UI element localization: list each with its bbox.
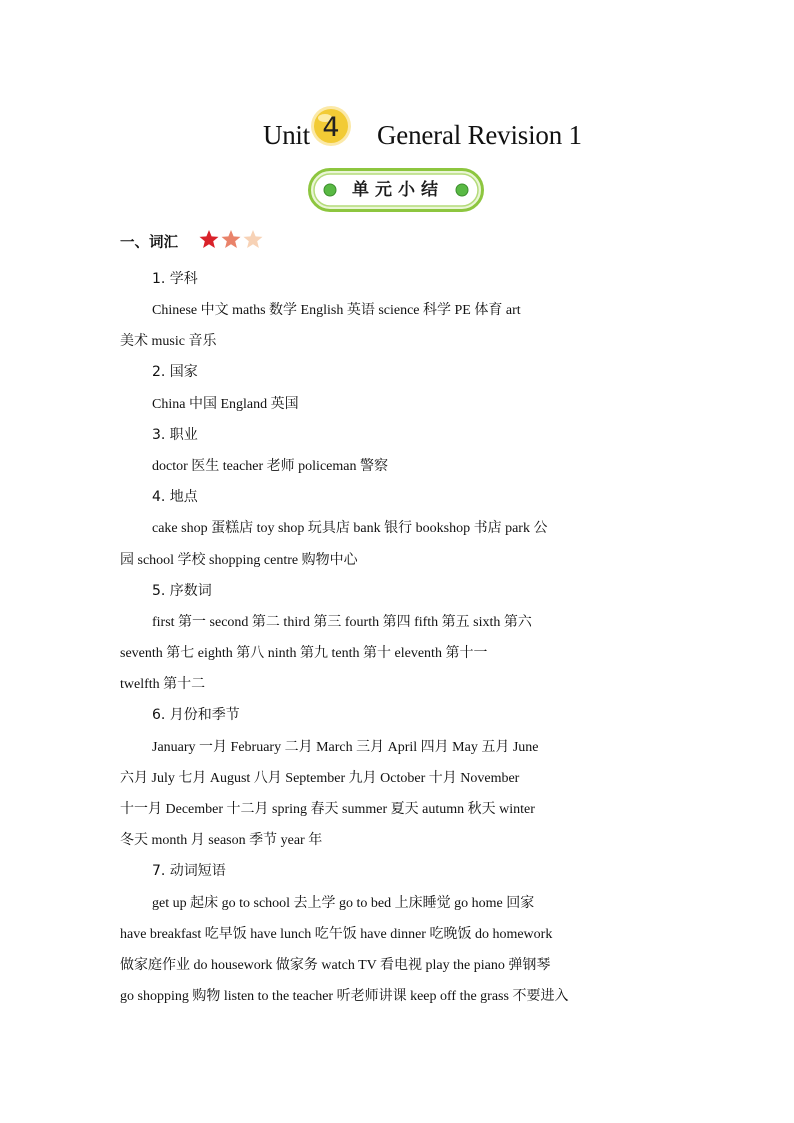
vocab-line: doctor 医生 teacher 老师 policeman 警察 — [152, 459, 388, 474]
vocab-line: twelfth 第十二 — [120, 677, 206, 692]
unit-number: 4 — [322, 112, 340, 143]
vocab-line: 做家庭作业 do housework 做家务 watch TV 看电视 play the piano 弹钢琴 — [120, 958, 551, 973]
subheading-places: 4. 地点 — [152, 489, 198, 505]
star-icon — [222, 230, 241, 248]
unit-title: General Revision 1 — [377, 120, 582, 150]
vocab-line: go shopping 购物 listen to the teacher 听老师讲课 keep off the grass 不要进入 — [120, 989, 569, 1004]
subheading-countries: 2. 国家 — [152, 364, 198, 380]
unit-word: Unit — [263, 120, 310, 150]
difficulty-stars — [199, 228, 265, 252]
page-header — [0, 104, 794, 164]
vocab-line: 园 school 学校 shopping centre 购物中心 — [120, 553, 358, 568]
subheading-verb-phrases: 7. 动词短语 — [152, 863, 226, 879]
subheading-jobs: 3. 职业 — [152, 427, 198, 443]
vocab-line: January 一月 February 二月 March 三月 April 四月 May 五月 June — [152, 740, 539, 755]
vocab-line: seventh 第七 eighth 第八 ninth 第九 tenth 第十 eleventh 第十一 — [120, 646, 488, 661]
vocab-line: China 中国 England 英国 — [152, 397, 299, 412]
summary-banner — [308, 168, 484, 212]
vocab-line: get up 起床 go to school 去上学 go to bed 上床睡觉 go home 回家 — [152, 896, 535, 911]
unit-number-badge — [310, 105, 352, 147]
star-icon — [200, 230, 219, 248]
subheading-ordinals: 5. 序数词 — [152, 583, 212, 599]
vocab-line: 十一月 December 十二月 spring 春天 summer 夏天 autumn 秋天 winter — [120, 802, 535, 817]
section-title: 一、词汇 — [120, 235, 178, 251]
vocab-line: 美术 music 音乐 — [120, 334, 217, 349]
vocab-line: first 第一 second 第二 third 第三 fourth 第四 fifth 第五 sixth 第六 — [152, 615, 532, 630]
subheading-months-seasons: 6. 月份和季节 — [152, 707, 240, 723]
subheading-subjects: 1. 学科 — [152, 271, 198, 287]
vocab-line: cake shop 蛋糕店 toy shop 玩具店 bank 银行 bookshop 书店 park 公 — [152, 521, 548, 536]
vocab-line: 冬天 month 月 season 季节 year 年 — [120, 833, 323, 848]
vocab-line: have breakfast 吃早饭 have lunch 吃午饭 have dinner 吃晚饭 do homework — [120, 927, 553, 942]
star-icon — [244, 230, 263, 248]
vocab-line: Chinese 中文 maths 数学 English 英语 science 科学 PE 体育 art — [152, 303, 521, 318]
banner-label: 单元小结 — [352, 180, 444, 200]
vocab-line: 六月 July 七月 August 八月 September 九月 October 十月 November — [120, 771, 520, 786]
